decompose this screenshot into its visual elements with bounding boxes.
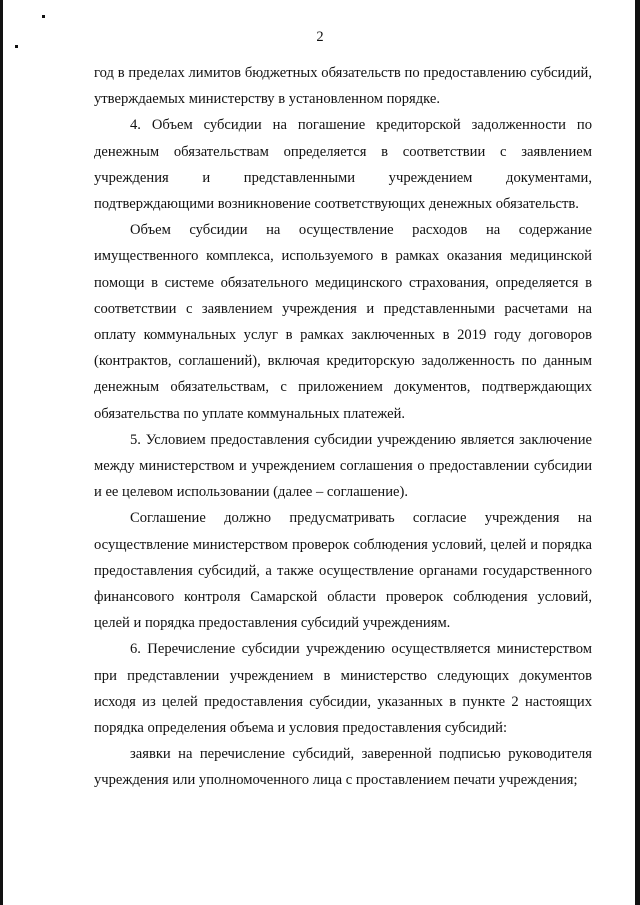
document-body	[94, 60, 592, 794]
scan-speck	[42, 15, 45, 18]
paragraph-application: заявки на перечисление субсидий, заверенной подписью руководителя учреждения или уполномоченного лица с проставлением печати учреждения;	[94, 746, 592, 789]
page-number: 2	[316, 29, 324, 45]
paragraph-continuation: год в пределах лимитов бюджетных обязательств по предоставлению субсидий, утверждаемых министерству в установленном порядке.	[94, 65, 592, 108]
page-left-edge	[0, 0, 3, 905]
paragraph-item-5: 5. Условием предоставления субсидии учреждению является заключение между министерством и учреждением соглашения о предоставлении субсидии и ее целевом использовании (далее – соглашение).	[94, 431, 592, 501]
paragraph-item-6: 6. Перечисление субсидии учреждению осуществляется министерством при представлении учреждением в министерство следующих документов исходя из целей предоставления субсидии, указанных в пункте 2 настоящих порядка определения объема и условия предоставления субсидий:	[94, 641, 592, 737]
page-right-edge	[635, 0, 640, 905]
paragraph-agreement: Соглашение должно предусматривать согласие учреждения на осуществление министерством проверок соблюдения условий, целей и порядка предоставления субсидий, а также осуществление органами государственного финансового контроля Самарской области проверок соблюдения условий, целей и порядка предоставления субсидий учреждениям.	[94, 510, 592, 632]
paragraph-maintenance-volume: Объем субсидии на осуществление расходов на содержание имущественного комплекса, используемого в рамках оказания медицинской помощи в системе обязательного медицинского страхования, определяется в соответствии с заявлением учреждения и представленными расчетами на оплату коммунальных услуг в рамках заключенных в 2019 году договоров (контрактов, соглашений), включая кредиторскую задолженность по данным денежным обязательствам, с приложением документов, подтверждающих обязательства по уплате коммунальных платежей.	[94, 222, 592, 422]
paragraph-item-4: 4. Объем субсидии на погашение кредиторской задолженности по денежным обязательствам определяется в соответствии с заявлением учреждения и представленными учреждением документами, подтверждающими возникновение соответствующих денежных обязательств.	[94, 117, 592, 213]
